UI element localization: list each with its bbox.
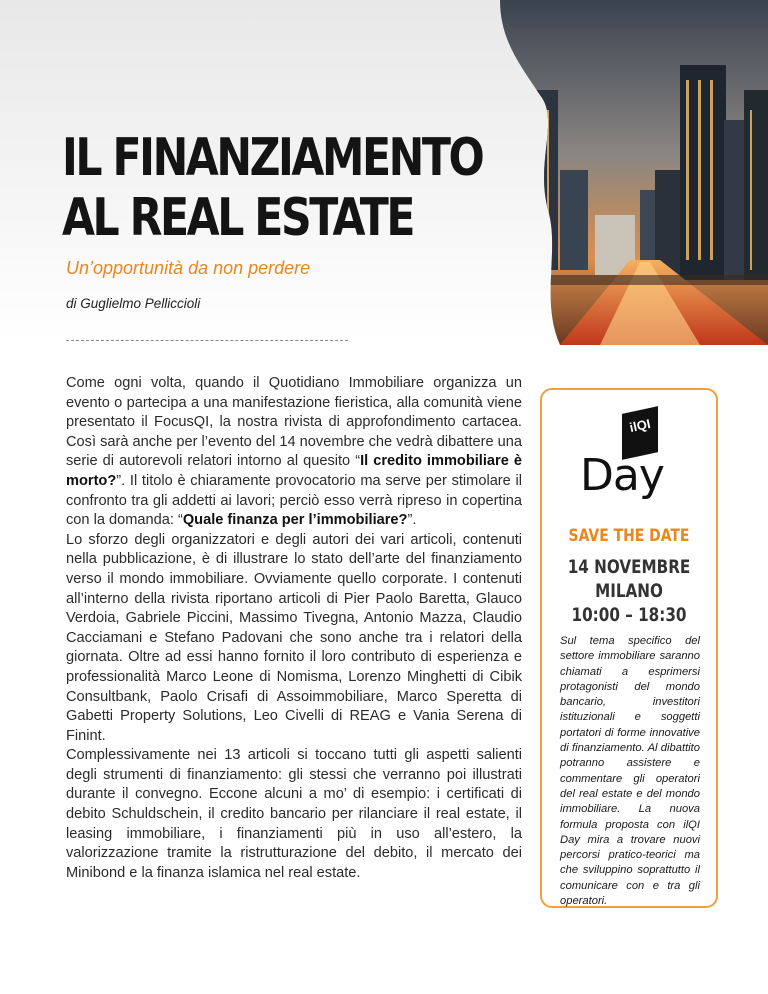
paragraph-2: Lo sforzo degli organizzatori e degli autori dei vari articoli, contenuti nella pubblicazione, è di illustrare lo stato dell’arte del finanziamento verso il mondo immobiliare. Ovviamente quello corporate. I contenuti all’interno della rivista riportano articoli di Pier Paolo Baretta, Glauco Verdoia, Gabriele Piccini, Massimo Tivegna, Antonio Mazza, Claudio Cacciamani e Stefano Padovani che sono anche tra i relatori della giornata. Oltre ad essi hanno fornito il loro contributo di esperienza e professionalità Marco Leone di Nomisma, Lorenzo Minghetti di Cibik Consultbank, Paolo Crisafi di Assoimmobiliare, Marco Speretta di Gabetti Property Solutions, Leo Civelli di REAG e Vania Serena di Finint. xyxy=(66,531,522,744)
dashed-divider xyxy=(66,340,348,341)
article-title xyxy=(62,128,482,248)
save-the-date: SAVE THE DATE xyxy=(568,526,690,546)
logo-day-word: Day xyxy=(580,450,664,501)
author-byline: di Guglielmo Pelliccioli xyxy=(66,296,201,311)
title-line-2: AL REAL ESTATE xyxy=(62,188,414,248)
highlight-question-2: Quale finanza per l’immobiliare? xyxy=(182,512,408,529)
event-city: MILANO xyxy=(595,580,663,602)
title-line-1: IL FINANZIAMENTO xyxy=(62,128,483,188)
event-date: 14 NOVEMBRE xyxy=(567,556,691,578)
article-subtitle: Un’opportunità da non perdere xyxy=(66,258,311,278)
paragraph-3: Complessivamente nei 13 articoli si toccano tutti gli aspetti salienti degli strumenti di finanziamento: gli stessi che verranno poi illustrati durante il convegno. Eccone alcuni a mo’ di esempio: i certificati di debito Schuldschein, il credito bancario per rilanciare il real estate, il leasing immobiliare, i finanziamenti più in uso all’estero, la valorizzazione tramite la ristrutturazione del debito, il mercato dei Minibond e la finanza islamica nel real estate. xyxy=(66,747,522,881)
paragraph-1-text-c: ”. xyxy=(407,512,417,529)
event-time: 10:00 – 18:30 xyxy=(571,604,687,626)
paragraph-1-text-b: ”. Il titolo è chiaramente provocatorio ma serve per stimolare il confronto tra gli addetti ai lavori; perciò esso verrà ripreso in copertina con la domanda: “ xyxy=(66,472,522,529)
paragraph-1 xyxy=(66,374,522,531)
highlight-question-1: Il credito immobiliare è morto? xyxy=(66,453,522,489)
event-description: Sul tema specifico del settore immobiliare saranno chiamati a esprimersi protagonisti del mondo bancario, investitori istituzionali e soggetti portatori di forme innovative di finanziamento. Al dibattito potranno assistere e commentare gli operatori del real estate e del mondo immobiliare. La nuova formula proposta con ilQI Day mira a trovare nuovi percorsi pratico-teorici ma che sviluppino soprattutto il comunicare con e tra gli operatori. xyxy=(560,635,700,908)
article-body xyxy=(66,374,522,883)
logo-text: ilQI xyxy=(628,415,652,436)
event-card xyxy=(540,388,718,908)
paragraph-1-text-a: Come ogni volta, quando il Quotidiano Immobiliare organizza un evento o partecipa a una manifestazione fieristica, alla comunità viene presentato il FocusQI, la nostra rivista di approfondimento cartacea. Così sarà anche per l’evento del 14 novembre che vedrà dibattere una serie di autorevoli relatori intorno al quesito “ xyxy=(66,375,522,470)
